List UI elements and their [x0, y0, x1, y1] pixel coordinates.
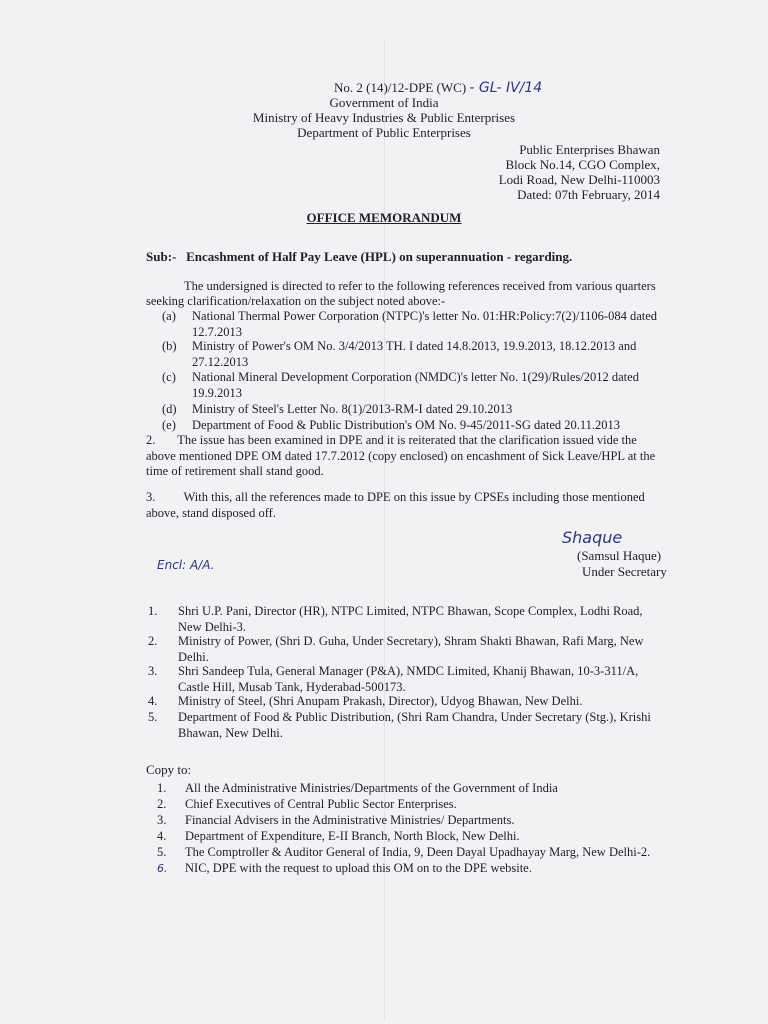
copy-to-item-5: [157, 845, 717, 861]
handwritten-reference: - GL- IV/14: [469, 80, 543, 96]
reference-label: (e): [162, 418, 176, 432]
reference-label: (d): [162, 402, 177, 416]
recipient-number: 4.: [148, 694, 158, 708]
copy-to-number-handwritten: 6.: [157, 862, 168, 875]
subject-text: Encashment of Half Pay Leave (HPL) on superannuation - regarding.: [186, 249, 573, 264]
copy-to-heading: Copy to:: [146, 762, 192, 777]
memo-title: OFFICE MEMORANDUM: [306, 210, 462, 225]
recipient-1: [148, 604, 664, 635]
recipient-text: Department of Food & Public Distribution, (Shri Ram Chandra, Under Secretary (Stg.), Krishi Bhawan, New Delhi.: [178, 710, 651, 740]
file-number-text: No. 2 (14)/12-DPE (WC): [334, 80, 467, 95]
paragraph-3-number: 3.: [146, 490, 156, 504]
recipient-5: [148, 710, 664, 741]
paragraph-2: [146, 433, 664, 480]
enclosure-note: Encl: A/A.: [157, 558, 215, 572]
copy-to-number: 2.: [157, 797, 167, 811]
paragraph-3: [146, 490, 664, 521]
file-number: [334, 80, 542, 96]
reference-a: [162, 309, 662, 340]
paragraph-3-text: With this, all the references made to DPE on this issue by CPSEs including those mentioned above, stand disposed off.: [146, 490, 645, 520]
reference-label: (a): [162, 309, 176, 323]
govt-line: Government of India: [329, 95, 439, 110]
reference-text: National Thermal Power Corporation (NTPC)'s letter No. 01:HR:Policy:7(2)/1106-084 dated 12.7.2013: [192, 309, 658, 339]
address-line-3: Lodi Road, New Delhi-110003: [498, 172, 660, 187]
copy-to-item-1: [157, 781, 697, 797]
recipient-text: Shri U.P. Pani, Director (HR), NTPC Limited, NTPC Bhawan, Scope Complex, Lodhi Road, New Delhi-3.: [178, 604, 643, 634]
reference-text: Department of Food & Public Distribution's OM No. 9-45/2011-SG dated 20.11.2013: [192, 418, 621, 432]
copy-to-text: All the Administrative Ministries/Departments of the Government of India: [185, 781, 558, 795]
reference-label: (b): [162, 339, 177, 353]
reference-text: Ministry of Power's OM No. 3/4/2013 TH. I dated 14.8.2013, 19.9.2013, 18.12.2013 and 27.12.2013: [192, 339, 637, 369]
recipient-3: [148, 664, 664, 695]
dated-line: Dated: 07th February, 2014: [517, 187, 660, 202]
copy-to-text: The Comptroller & Auditor General of India, 9, Deen Dayal Upadhayay Marg, New Delhi-2.: [185, 845, 651, 859]
recipient-number: 2.: [148, 634, 158, 648]
recipient-4: [148, 694, 664, 710]
ministry-line: Ministry of Heavy Industries & Public Enterprises: [252, 110, 516, 125]
intro-line-1: The undersigned is directed to refer to the following references received from various quarters: [184, 279, 656, 293]
signatory-designation: Under Secretary: [582, 564, 667, 579]
copy-to-text: Department of Expenditure, E-II Branch, North Block, New Delhi.: [185, 829, 520, 843]
copy-to-item-2: [157, 797, 697, 813]
subject-line: [146, 249, 572, 265]
copy-to-text: NIC, DPE with the request to upload this OM on to the DPE website.: [185, 861, 532, 875]
address-line-2: Block No.14, CGO Complex,: [505, 157, 660, 172]
reference-c: [162, 370, 662, 401]
intro-line-2: seeking clarification/relaxation on the subject noted above:-: [146, 294, 446, 308]
recipient-2: [148, 634, 664, 665]
recipient-number: 1.: [148, 604, 158, 618]
copy-to-item-4: [157, 829, 697, 845]
recipient-text: Shri Sandeep Tula, General Manager (P&A), NMDC Limited, Khanij Bhawan, 10-3-311/A, Castle Hill, Musab Tank, Hyderabad-500173.: [178, 664, 639, 694]
copy-to-number: 5.: [157, 845, 167, 859]
recipient-number: 5.: [148, 710, 158, 724]
copy-to-item-3: [157, 813, 697, 829]
signatory-name: (Samsul Haque): [577, 548, 662, 563]
copy-to-number: 3.: [157, 813, 167, 827]
handwritten-signature: Shaque: [562, 528, 623, 547]
reference-text: Ministry of Steel's Letter No. 8(1)/2013-RM-I dated 29.10.2013: [192, 402, 513, 416]
reference-e: [162, 418, 662, 434]
copy-to-text: Financial Advisers in the Administrative Ministries/ Departments.: [185, 813, 515, 827]
department-line: Department of Public Enterprises: [297, 125, 471, 140]
paragraph-2-number: 2.: [146, 433, 156, 447]
copy-to-text: Chief Executives of Central Public Sector Enterprises.: [185, 797, 457, 811]
copy-to-number: 1.: [157, 781, 167, 795]
reference-text: National Mineral Development Corporation (NMDC)'s letter No. 1(29)/Rules/2012 dated 19.9.2013: [192, 370, 639, 400]
paragraph-2-text: The issue has been examined in DPE and it is reiterated that the clarification issued vide the above mentioned DPE OM dated 17.7.2012 (copy enclosed) on encashment of Sick Leave/HPL at the time of retirement shall stand good.: [146, 433, 656, 478]
copy-to-item-6: [157, 861, 717, 877]
reference-b: [162, 339, 662, 370]
address-line-1: Public Enterprises Bhawan: [519, 142, 660, 157]
recipient-text: Ministry of Power, (Shri D. Guha, Under Secretary), Shram Shakti Bhawan, Rafi Marg, New Delhi.: [178, 634, 644, 664]
recipient-number: 3.: [148, 664, 158, 678]
reference-d: [162, 402, 662, 418]
recipient-text: Ministry of Steel, (Shri Anupam Prakash, Director), Udyog Bhawan, New Delhi.: [178, 694, 583, 708]
reference-label: (c): [162, 370, 176, 384]
copy-to-number: 4.: [157, 829, 167, 843]
subject-prefix: Sub:-: [146, 249, 177, 264]
